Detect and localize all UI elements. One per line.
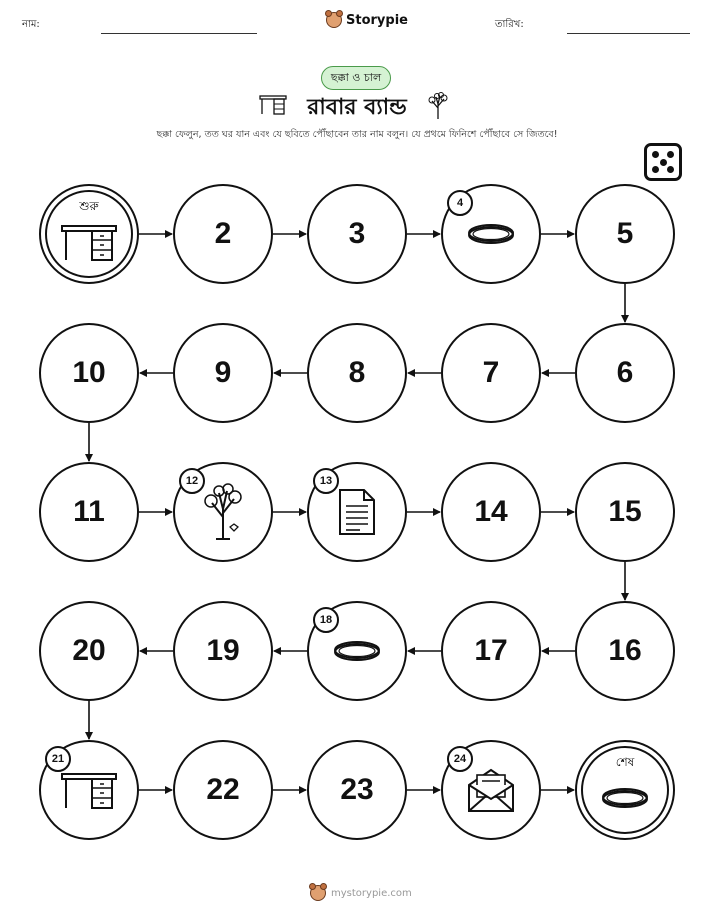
footer [310, 885, 412, 901]
name-label: নাম: [22, 19, 40, 30]
cell-number-badge: 21 [45, 746, 71, 772]
cell-number: 11 [73, 495, 105, 528]
board-cell-13 [307, 462, 407, 562]
board-cell-1 [39, 184, 139, 284]
envelope-icon [466, 767, 516, 817]
board-cell-10 [39, 323, 139, 423]
start-label: শুরু [79, 199, 99, 213]
board-cell-21 [39, 740, 139, 840]
cell-number-badge: 12 [179, 468, 205, 494]
document-icon [338, 488, 376, 540]
finish-label: শেষ [615, 755, 635, 769]
cell-number: 3 [348, 217, 366, 250]
cell-number: 9 [214, 356, 232, 389]
board-cell-5 [575, 184, 675, 284]
board-cell-15 [575, 462, 675, 562]
board-cell-9 [173, 323, 273, 423]
bear-icon [310, 885, 326, 901]
board-cell-4 [441, 184, 541, 284]
board-cell-6 [575, 323, 675, 423]
board-cell-17 [441, 601, 541, 701]
date-label: তারিখ: [495, 19, 524, 30]
board-cell-25 [575, 740, 675, 840]
cell-number-badge: 18 [313, 607, 339, 633]
board-cell-23 [307, 740, 407, 840]
cell-number: 15 [608, 495, 642, 528]
desk-icon [60, 222, 118, 266]
cell-number: 20 [72, 634, 106, 667]
rubber-band-icon [332, 638, 382, 668]
rubber-band-icon [466, 221, 516, 251]
cell-number: 8 [348, 356, 366, 389]
board-cell-11 [39, 462, 139, 562]
board-cell-12 [173, 462, 273, 562]
cell-number: 2 [214, 217, 232, 250]
page-title: রাবার ব্যান্ড [307, 95, 407, 120]
cell-number: 6 [616, 356, 634, 389]
cell-number: 7 [482, 356, 500, 389]
tree-icon [200, 483, 246, 545]
board-cell-16 [575, 601, 675, 701]
rubber-band-icon [600, 785, 650, 815]
cell-number-badge: 24 [447, 746, 473, 772]
board-cell-8 [307, 323, 407, 423]
cell-number: 19 [206, 634, 240, 667]
cell-number-badge: 13 [313, 468, 339, 494]
board-cell-3 [307, 184, 407, 284]
brand-name: Storypie [346, 12, 408, 28]
cell-number: 14 [474, 495, 508, 528]
cell-number: 17 [474, 634, 508, 667]
cell-number: 23 [340, 773, 374, 806]
cell-number: 5 [616, 217, 634, 250]
cell-number: 16 [608, 634, 642, 667]
desk-icon [60, 770, 118, 814]
instructions: ছক্কা ফেলুন, তত ঘর যান এবং যে ছবিতে পৌঁছাবেন তার নাম বলুন। যে প্রথমে ফিনিশে পৌঁছাবে সে জিতবে! [156, 129, 558, 140]
board-cell-2 [173, 184, 273, 284]
board-cell-20 [39, 601, 139, 701]
cell-number-badge: 4 [447, 190, 473, 216]
board-cell-18 [307, 601, 407, 701]
board-cell-14 [441, 462, 541, 562]
board-cell-22 [173, 740, 273, 840]
game-type-tag: ছক্কা ও চাল [321, 66, 391, 90]
board-cell-7 [441, 323, 541, 423]
cell-number: 10 [72, 356, 106, 389]
board-cell-19 [173, 601, 273, 701]
cell-number: 22 [206, 773, 240, 806]
board-cell-24 [441, 740, 541, 840]
footer-url[interactable]: mystorypie.com [331, 887, 412, 899]
